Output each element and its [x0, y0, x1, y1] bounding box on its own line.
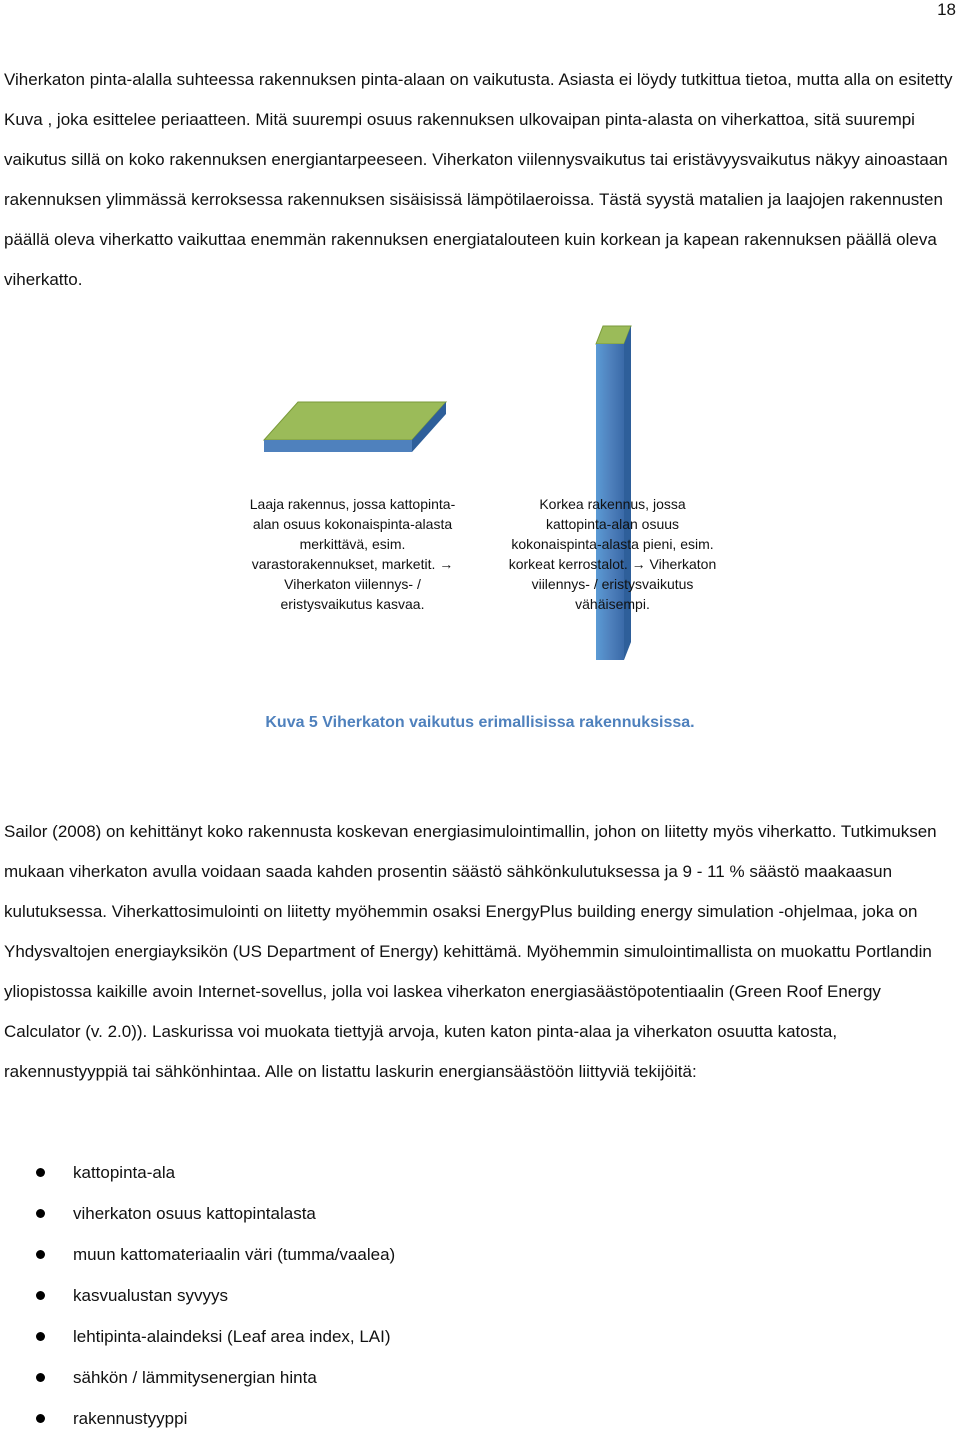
- bullet-icon: [36, 1414, 45, 1423]
- list-item: [0, 1152, 395, 1193]
- bullet-icon: [36, 1168, 45, 1177]
- list-item-text: sähkön / lämmitysenergian hinta: [73, 1368, 317, 1387]
- wide-building-description: Laaja rakennus, jossa kattopinta-alan osuus kokonaispinta-alasta merkittävä, esim. varastorakennukset, marketit. → Viherkaton viilennys- / eristysvaikutus kasvaa.: [249, 496, 456, 612]
- figure-caption: Kuva 5 Viherkaton vaikutus erimallisissa rakennuksissa.: [265, 714, 695, 731]
- page-number: 18: [937, 0, 956, 19]
- bullet-icon: [36, 1291, 45, 1300]
- list-item-text: lehtipinta-alaindeksi (Leaf area index, LAI): [73, 1327, 391, 1346]
- list-item-text: kasvualustan syvyys: [73, 1286, 228, 1305]
- wide-building: [264, 402, 446, 452]
- list-item-text: kattopinta-ala: [73, 1163, 176, 1182]
- wide-building-front: [264, 440, 412, 452]
- list-item: [0, 1275, 395, 1316]
- bullet-icon: [36, 1332, 45, 1341]
- intro-paragraph: Viherkaton pinta-alalla suhteessa rakennuksen pinta-alaan on vaikutusta. Asiasta ei löydy tutkittua tietoa, mutta alla on esitetty Kuva , joka esittelee periaatteen. Mitä suurempi osuus rakennuksen ulkovaipan pinta-alasta on viherkattoa, sitä suurempi vaikutus sillä on koko rakennuksen energiantarpeeseen. Viherkaton viilennysvaikutus tai eristävyysvaikutus näkyy ainoastaan rakennuksen ylimmässä kerroksessa rakennuksen sisäisissä lämpötilaeroissa. Tästä syystä matalien ja laajojen rakennusten päällä oleva viherkatto vaikuttaa enemmän rakennuksen energiatalouteen kuin korkean ja kapean rakennuksen päällä oleva viherkatto.: [4, 70, 953, 289]
- list-item: [0, 1193, 395, 1234]
- bullet-icon: [36, 1209, 45, 1218]
- green-roof-figure: [240, 318, 740, 683]
- list-item: [0, 1398, 395, 1439]
- list-item: [0, 1316, 395, 1357]
- bullet-icon: [36, 1373, 45, 1382]
- list-item-text: rakennustyyppi: [73, 1409, 188, 1428]
- factor-list: [0, 1152, 395, 1439]
- list-item-text: viherkaton osuus kattopintalasta: [73, 1204, 316, 1223]
- bullet-icon: [36, 1250, 45, 1259]
- list-item: [0, 1357, 395, 1398]
- list-item-text: muun kattomateriaalin väri (tumma/vaalea): [73, 1245, 396, 1264]
- sailor-paragraph: Sailor (2008) on kehittänyt koko rakennusta koskevan energiasimulointimallin, johon on liitetty myös viherkatto. Tutkimuksen mukaan viherkaton avulla voidaan saada kahden prosentin säästö sähkönkulutuksessa ja 9 - 11 % säästö maakaasun kulutuksessa. Viherkattosimulointi on liitetty myöhemmin osaksi EnergyPlus building energy simulation -ohjelmaa, joka on Yhdysvaltojen energiayksikön (US Department of Energy) kehittämä. Myöhemmin simulointimallista on muokattu Portlandin yliopistossa kaikille avoin Internet-sovellus, jolla voi laskea viherkaton energiasäästöpotentiaalin (Green Roof Energy Calculator (v. 2.0)). Laskurissa voi muokata tiettyjä arvoja, kuten katon pinta-alaa ja viherkaton osuutta katosta, rakennustyyppiä tai sähkönhintaa. Alle on listattu laskurin energiansäästöön liittyviä tekijöitä:: [4, 822, 937, 1081]
- list-item: [0, 1234, 395, 1275]
- tall-building-description: Korkea rakennus, jossa kattopinta-alan osuus kokonaispinta-alasta pieni, esim. korkeat kerrostalot. → Viherkaton viilennys- / eristysvaikutus vähäisempi.: [508, 496, 717, 612]
